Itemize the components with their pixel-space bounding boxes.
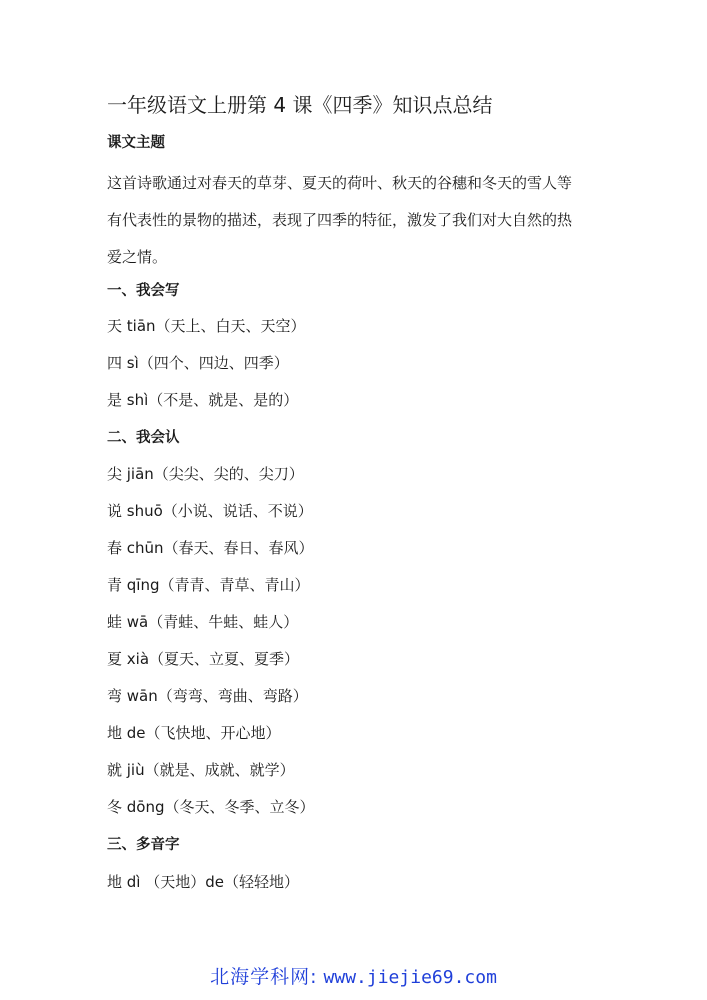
list-item: 四 sì（四个、四边、四季） — [107, 354, 289, 372]
section-heading-polyphone: 三、多音字 — [107, 837, 180, 853]
list-item: 地 de（飞快地、开心地） — [107, 724, 281, 742]
polyphone-list — [107, 864, 299, 901]
section-heading-write: 一、我会写 — [107, 283, 180, 299]
list-item: 夏 xià（夏天、立夏、夏季） — [107, 650, 300, 668]
theme-line: 这首诗歌通过对春天的草芽、夏天的荷叶、秋天的谷穗和冬天的雪人等 — [107, 174, 573, 192]
list-item: 是 shì（不是、就是、是的） — [107, 391, 299, 409]
document-title: 一年级语文上册第 4 课《四季》知识点总结 — [107, 93, 493, 117]
list-item: 春 chūn（春天、春日、春风） — [107, 539, 314, 557]
footer-site-name: 北海学科网: — [210, 966, 318, 988]
theme-line: 爱之情。 — [107, 248, 168, 266]
list-item: 说 shuō（小说、说话、不说） — [107, 502, 313, 520]
list-item: 弯 wān（弯弯、弯曲、弯路） — [107, 687, 308, 705]
theme-heading: 课文主题 — [107, 135, 165, 151]
footer-site-url[interactable]: www.jiejie69.com — [323, 967, 497, 988]
section-heading-recognize: 二、我会认 — [107, 430, 180, 446]
list-item: 冬 dōng（冬天、冬季、立冬） — [107, 798, 315, 816]
footer-watermark — [0, 962, 707, 993]
list-item: 青 qīng（青青、青草、青山） — [107, 576, 310, 594]
recognize-list — [107, 456, 315, 826]
theme-paragraph — [107, 165, 607, 276]
list-item: 就 jiù（就是、成就、就学） — [107, 761, 295, 779]
list-item: 蛙 wā（青蛙、牛蛙、蛙人） — [107, 613, 299, 631]
list-item: 地 dì （天地）de（轻轻地） — [107, 873, 299, 891]
list-item: 尖 jiān（尖尖、尖的、尖刀） — [107, 465, 304, 483]
theme-line: 有代表性的景物的描述，表现了四季的特征，激发了我们对大自然的热 — [107, 211, 573, 229]
list-item: 天 tiān（天上、白天、天空） — [107, 317, 306, 335]
write-list — [107, 308, 306, 419]
